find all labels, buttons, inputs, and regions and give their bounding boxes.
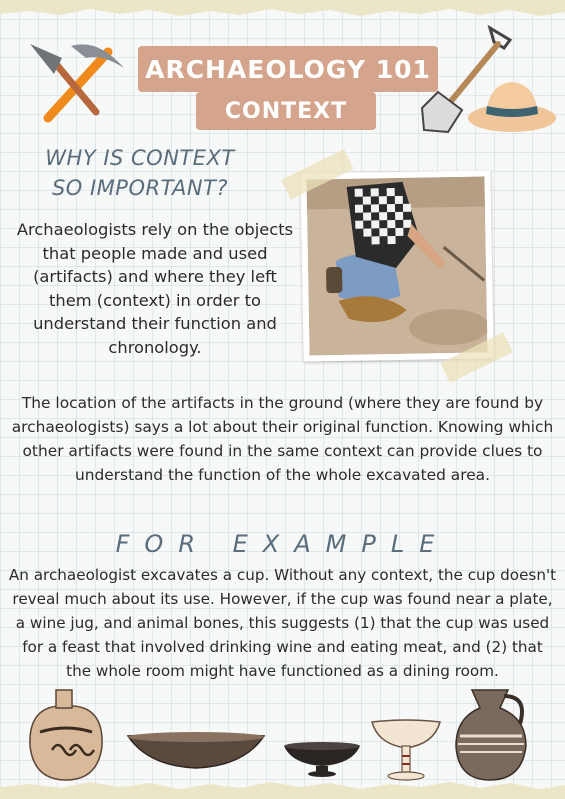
goblet [372,720,440,780]
page-subtitle: CONTEXT [224,98,348,124]
plate [128,732,264,768]
stirrup-jar [30,690,102,780]
intro-paragraph: Archaeologists rely on the objects that people made and used (artifacts) and where they left them (context) in order to understand their function and chronology. [16,220,294,357]
location-paragraph: The location of the artifacts in the ground (where they are found by archaeologists) says a lot about their original function. Knowing which other artifacts were found in the same context can provide clues to understand the function of the whole excavated area. [11,394,554,484]
kylix-cup [284,742,360,777]
heading-line-2: SO IMPORTANT? [51,176,229,200]
excavation-photo-image [306,176,487,355]
artifacts-illustration [0,684,565,784]
excavation-photo [300,170,493,361]
title-banner [138,46,438,92]
heading-line-1: WHY IS CONTEXT [45,146,235,170]
trowel-pickaxe-icon [26,38,126,124]
torn-paper-top [0,0,565,22]
example-paragraph: An archaeologist excavates a cup. Without any context, the cup doesn't reveal much about its use. However, if the cup was found near a plate, a wine jug, and animal bones, this suggests (1) that the cup was used for a feast that involved drinking wine and eating meat, and (2) that the whole room might have functioned as a dining room. [8,566,557,680]
subtitle-banner [196,92,376,130]
section-heading-example: FOR EXAMPLE [115,530,450,558]
hat-icon [466,76,558,134]
wine-jug [456,690,526,780]
section-heading-why-context [30,143,250,203]
page-title: ARCHAEOLOGY 101 [145,54,431,84]
